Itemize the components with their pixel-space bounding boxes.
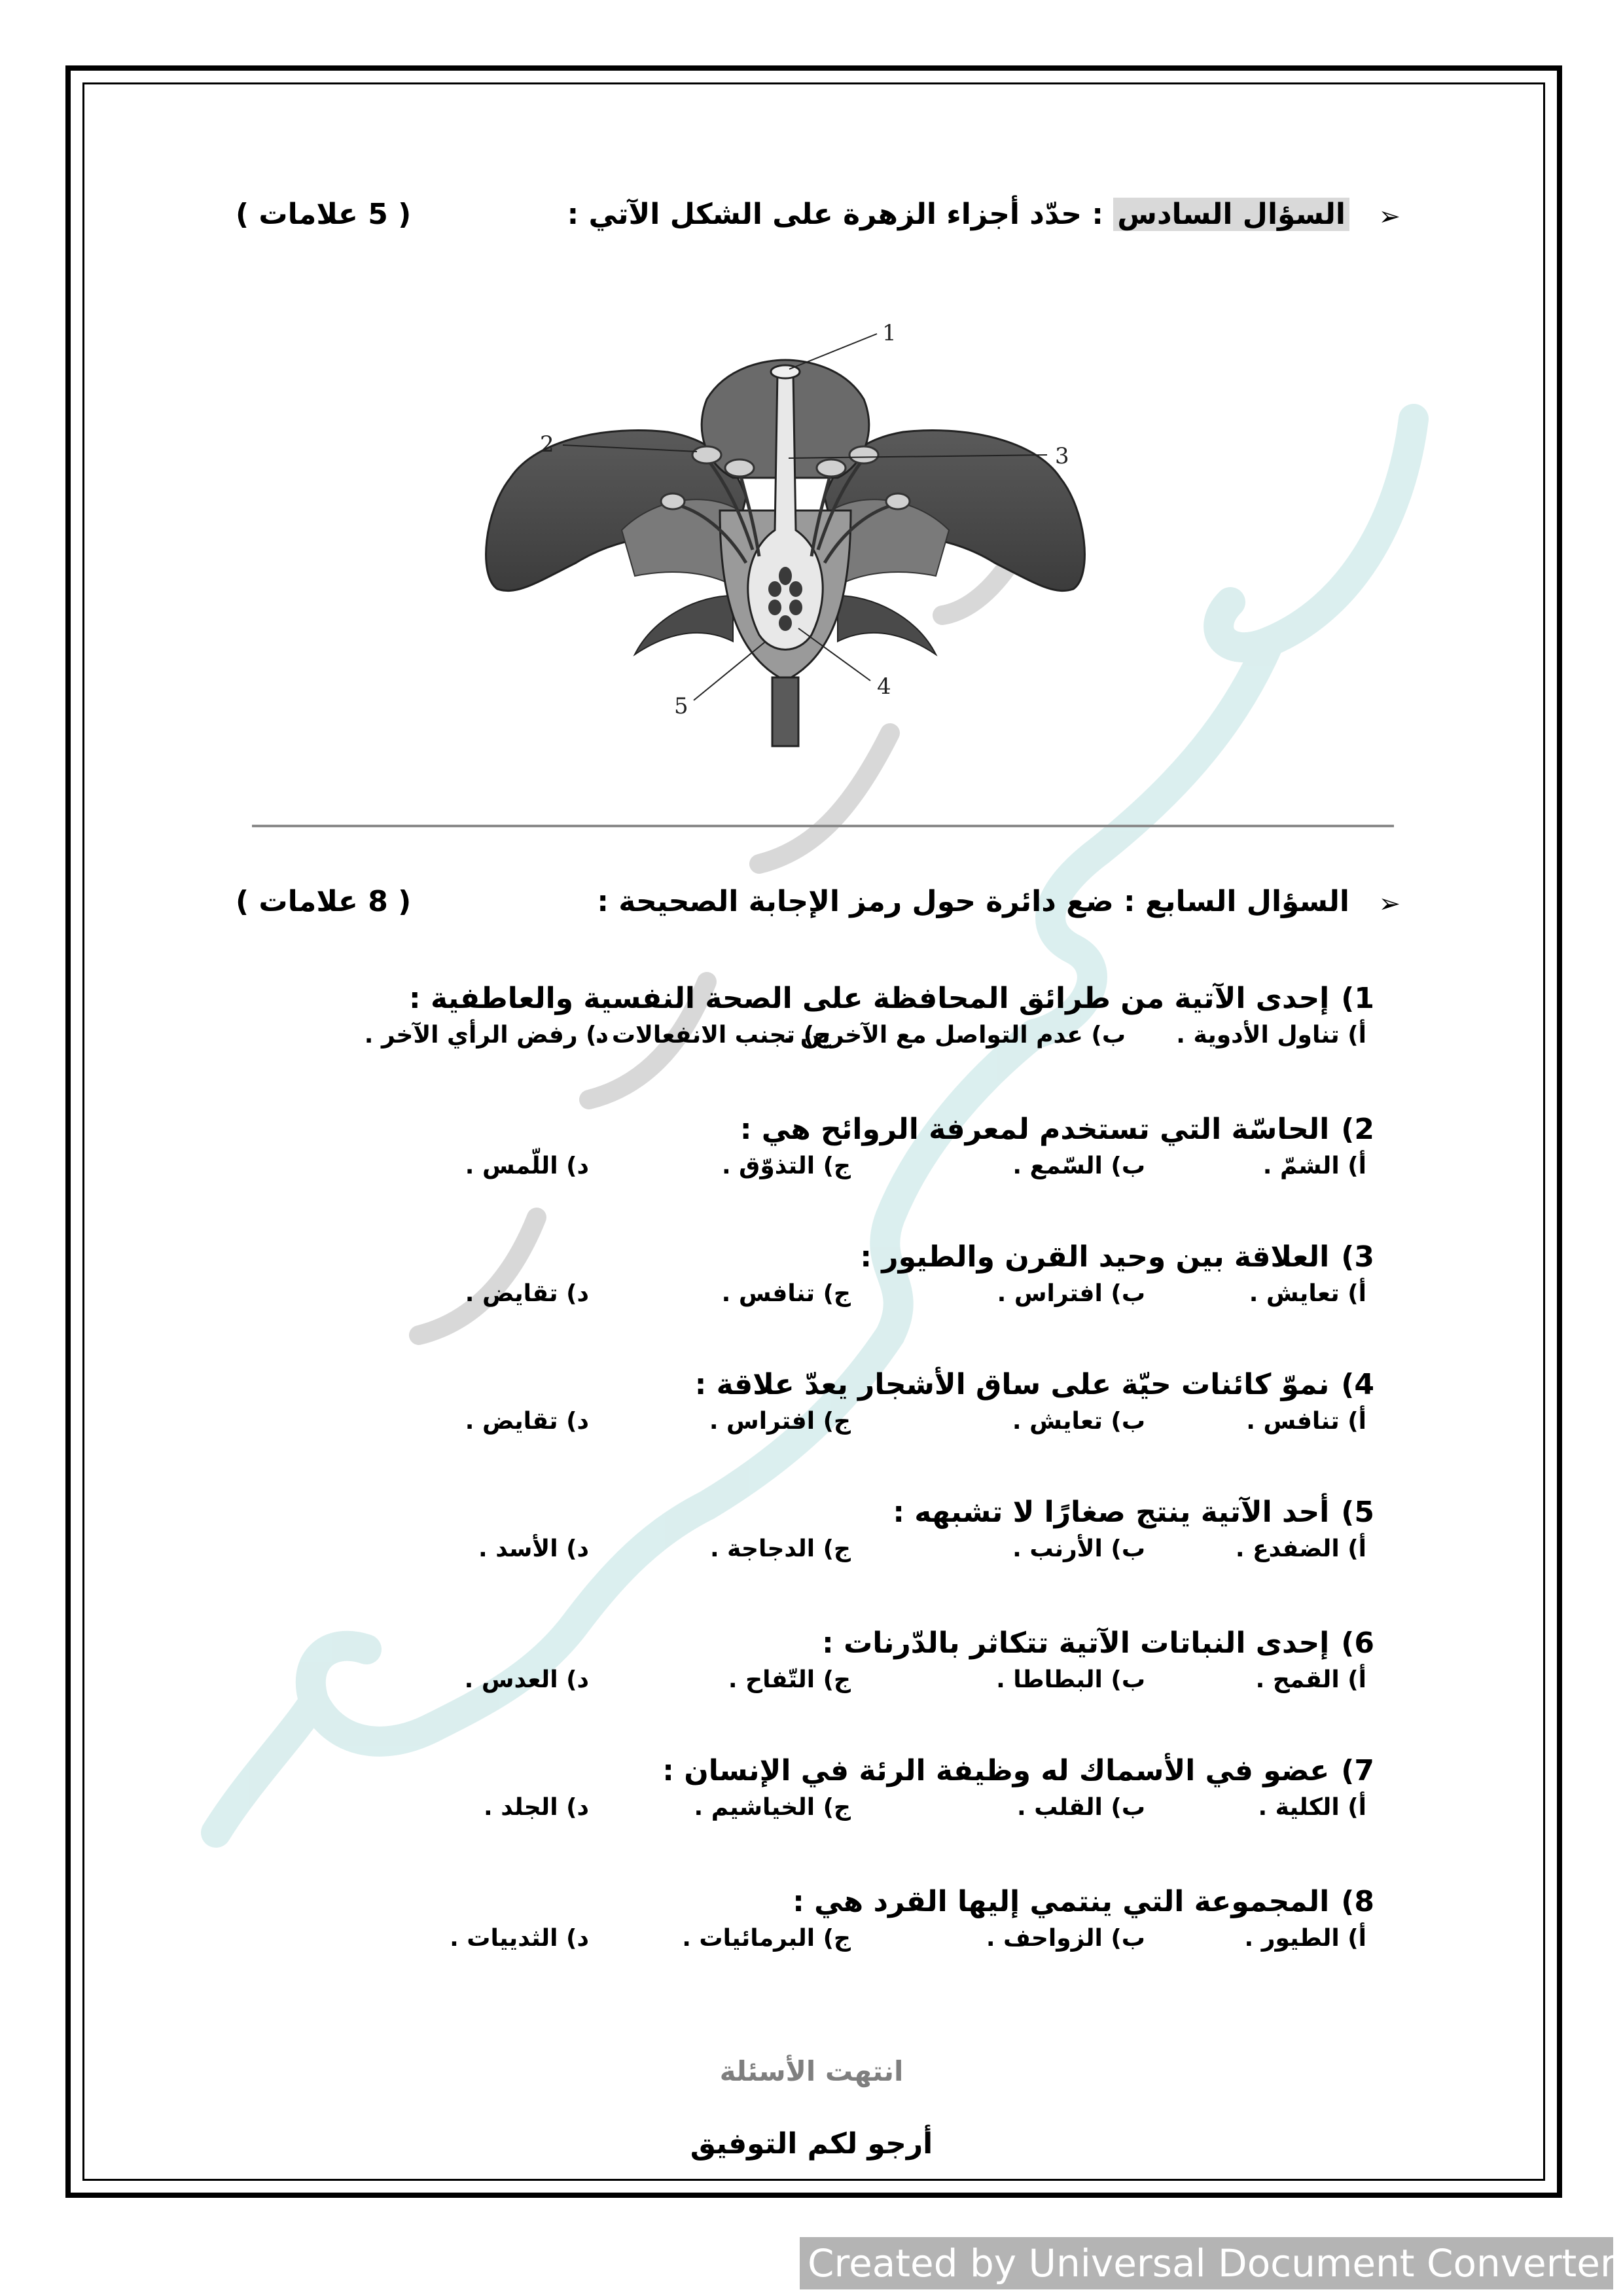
option-c[interactable]: ج) افتراس . [709, 1408, 851, 1435]
arrow-bullet-icon: ➢ [1378, 889, 1400, 919]
option-b[interactable]: ب) عدم التواصل مع الآخرين . [783, 1022, 1126, 1049]
mcq-text: إحدى الآتية من طرائق المحافظة على الصحة النفسية والعاطفية : [409, 982, 1330, 1015]
option-b[interactable]: ب) السّمع . [1012, 1153, 1145, 1179]
mcq-text: المجموعة التي ينتمي إليها القرد هي : [793, 1885, 1330, 1918]
option-b[interactable]: ب) الأرنب . [1012, 1535, 1145, 1562]
q6-title-line [567, 198, 1349, 231]
arrow-bullet-icon: ➢ [1378, 202, 1400, 232]
good-luck-note: أرجو لكم التوفيق [690, 2127, 933, 2161]
mcq-options [327, 1922, 1374, 1959]
flower-diagram [458, 314, 1113, 759]
mcq-item-4 [327, 1365, 1374, 1442]
mcq-stem [327, 1109, 1374, 1150]
label-4: 4 [877, 673, 891, 700]
option-d[interactable]: د) تقايض . [465, 1408, 589, 1435]
mcq-item-5 [327, 1492, 1374, 1570]
converter-banner: Created by Universal Document Converter [800, 2237, 1613, 2289]
mcq-stem [327, 978, 1374, 1019]
q6-header [157, 196, 1400, 249]
option-d[interactable]: د) رفض الرأي الآخر . [364, 1022, 609, 1049]
mcq-item-7 [327, 1751, 1374, 1828]
q6-text: : حدّد أجزاء الزهرة على الشكل الآتي : [567, 198, 1103, 231]
option-b[interactable]: ب) البطاطا . [996, 1666, 1145, 1693]
mcq-text: العلاقة بين وحيد القرن والطيور : [860, 1240, 1330, 1274]
section-divider [252, 825, 1394, 827]
mcq-options [327, 1405, 1374, 1442]
option-d[interactable]: د) الثدييات . [450, 1925, 589, 1952]
option-d[interactable]: د) اللّمس . [465, 1153, 589, 1179]
mcq-stem [327, 1492, 1374, 1533]
option-a[interactable]: أ) الطيور . [1244, 1925, 1366, 1952]
q7-header [157, 884, 1400, 936]
option-a[interactable]: أ) تنافس . [1246, 1408, 1366, 1435]
label-2: 2 [540, 431, 554, 457]
option-c[interactable]: ج) تنافس . [721, 1280, 851, 1307]
mcq-text: عضو في الأسماك له وظيفة الرئة في الإنسان : [662, 1754, 1330, 1787]
mcq-stem [327, 1237, 1374, 1278]
label-5: 5 [674, 693, 688, 719]
option-c[interactable]: ج) التّفاح . [728, 1666, 851, 1693]
option-d[interactable]: د) العدس . [464, 1666, 589, 1693]
mcq-stem [327, 1751, 1374, 1791]
option-d[interactable]: د) تقايض . [465, 1280, 589, 1307]
mcq-options [327, 1664, 1374, 1700]
q6-marks: ( 5 علامات ) [236, 198, 412, 231]
option-a[interactable]: أ) تناول الأدوية . [1176, 1022, 1366, 1049]
option-b[interactable]: ب) الزواحف . [986, 1925, 1145, 1952]
mcq-number: 1) [1341, 982, 1374, 1015]
mcq-item-3 [327, 1237, 1374, 1314]
option-d[interactable]: د) الجلد . [484, 1794, 589, 1821]
mcq-text: أحد الآتية ينتج صغارًا لا تشبهه : [893, 1496, 1330, 1529]
mcq-number: 5) [1341, 1496, 1374, 1529]
q7-text: : ضع دائرة حول رمز الإجابة الصحيحة : [597, 885, 1135, 918]
q6-title: السؤال السادس [1113, 198, 1349, 231]
mcq-number: 8) [1341, 1885, 1374, 1918]
mcq-stem [327, 1365, 1374, 1405]
mcq-options [327, 1019, 1374, 1056]
mcq-text: الحاسّة التي تستخدم لمعرفة الروائح هي : [740, 1113, 1330, 1146]
mcq-options [327, 1791, 1374, 1828]
mcq-number: 2) [1341, 1113, 1374, 1146]
mcq-number: 6) [1341, 1626, 1374, 1660]
option-a[interactable]: أ) الضفدع . [1235, 1535, 1366, 1562]
q7-title: السؤال السابع [1145, 885, 1349, 918]
option-a[interactable]: أ) تعايش . [1249, 1280, 1366, 1307]
label-1: 1 [882, 320, 897, 346]
option-c[interactable]: ج) الخياشيم . [694, 1794, 851, 1821]
label-3: 3 [1055, 443, 1069, 469]
mcq-stem [327, 1623, 1374, 1664]
mcq-options [327, 1150, 1374, 1187]
mcq-item-2 [327, 1109, 1374, 1187]
option-c[interactable]: ج) التذوّق . [721, 1153, 851, 1179]
mcq-number: 7) [1341, 1754, 1374, 1787]
option-b[interactable]: ب) افتراس . [997, 1280, 1145, 1307]
mcq-text: نموّ كائنات حيّة على ساق الأشجار يعدّ علاقة : [694, 1368, 1330, 1401]
mcq-stem [327, 1882, 1374, 1922]
mcq-item-1 [327, 978, 1374, 1056]
option-a[interactable]: أ) الشمّ . [1262, 1153, 1366, 1179]
option-c[interactable]: ج) الدجاجة . [709, 1535, 851, 1562]
option-c[interactable]: ج) تجنب الانفعالات . [594, 1022, 831, 1049]
mcq-text: إحدى النباتات الآتية تتكاثر بالدّرنات : [822, 1626, 1330, 1660]
q7-marks: ( 8 علامات ) [236, 885, 412, 918]
mcq-options [327, 1533, 1374, 1570]
option-a[interactable]: أ) القمح . [1255, 1666, 1366, 1693]
end-of-questions: انتهت الأسئلة [719, 2055, 904, 2087]
mcq-item-6 [327, 1623, 1374, 1700]
option-d[interactable]: د) الأسد . [478, 1535, 589, 1562]
option-a[interactable]: أ) الكلية . [1258, 1794, 1366, 1821]
mcq-item-8 [327, 1882, 1374, 1959]
mcq-number: 4) [1341, 1368, 1374, 1401]
option-b[interactable]: ب) تعايش . [1012, 1408, 1145, 1435]
mcq-number: 3) [1341, 1240, 1374, 1274]
mcq-options [327, 1278, 1374, 1314]
option-c[interactable]: ج) البرمائيات . [682, 1925, 851, 1952]
option-b[interactable]: ب) القلب . [1017, 1794, 1145, 1821]
q7-title-line [597, 885, 1349, 918]
